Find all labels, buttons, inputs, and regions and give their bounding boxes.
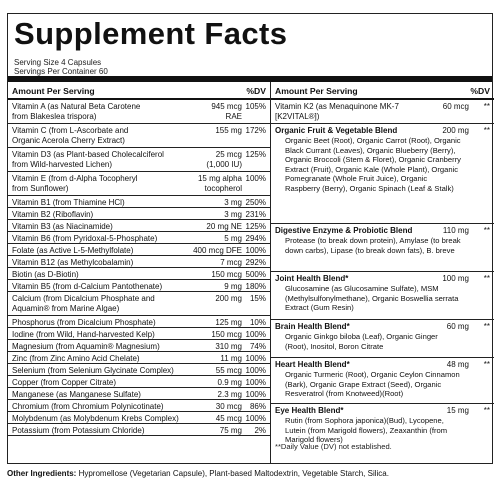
nutrient-amount — [215, 294, 242, 304]
blend-amount: 15 mg — [446, 406, 469, 415]
nutrient-name — [12, 210, 93, 220]
nutrient-source-line: from Sunflower) — [12, 184, 69, 193]
nutrient-daily-value: 100% — [245, 414, 266, 423]
nutrient-row — [8, 328, 270, 340]
nutrient-name — [12, 102, 140, 122]
nutrient-row — [8, 256, 270, 268]
amount-line: 30 mcg — [215, 402, 242, 411]
blend-ingredients: Organic Ginkgo biloba (Leaf), Organic Ginger (Root), Inositol, Boron Citrate — [285, 332, 438, 351]
nutrient-daily-value: 500% — [245, 270, 266, 279]
nutrient-name-line: Selenium (from Selenium Glycinate Complex) — [12, 366, 174, 375]
nutrient-daily-value: 100% — [245, 378, 266, 387]
nutrient-daily-value: 172% — [245, 126, 266, 135]
nutrient-name — [12, 426, 144, 436]
nutrient-name — [12, 330, 155, 340]
nutrient-amount — [215, 318, 242, 328]
right-column-header — [271, 82, 494, 100]
nutrient-name-line: Vitamin B5 (from d-Calcium Pantothenate) — [12, 282, 163, 291]
left-column-header — [8, 82, 270, 100]
nutrient-row — [8, 172, 270, 196]
nutrient-name — [12, 318, 156, 328]
nutrient-row — [8, 316, 270, 328]
nutrient-daily-value: 100% — [245, 354, 266, 363]
nutrient-daily-value: 231% — [245, 210, 266, 219]
amount-line: 945 mcg — [211, 102, 242, 111]
amount-unit-line: (1,000 IU) — [206, 160, 242, 169]
nutrient-name-line: Chromium (from Chromium Polynicotinate) — [12, 402, 164, 411]
nutrient-name — [12, 198, 125, 208]
nutrient-daily-value: 2% — [254, 426, 266, 435]
blend-row — [271, 320, 494, 358]
amount-line: 11 mg — [220, 354, 242, 363]
nutrient-name-line: Iodine (from Wild, Hand-harvested Kelp) — [12, 330, 155, 339]
blend-row — [271, 272, 494, 320]
nutrient-name-line: Magnesium (from Aquamin® Magnesium) — [12, 342, 160, 351]
nutrient-amount — [220, 258, 242, 268]
amount-line: 200 mg — [215, 294, 242, 303]
nutrient-row — [8, 424, 270, 436]
nutrient-source-line: from Blakeslea trispora) — [12, 112, 97, 121]
nutrient-name-line: Zinc (from Zinc Amino Acid Chelate) — [12, 354, 140, 363]
amount-line: 15 mg alpha — [197, 174, 242, 183]
nutrient-name — [12, 174, 138, 194]
nutrient-row — [8, 208, 270, 220]
nutrient-name-line: Vitamin D3 (as Plant-based Cholecalciferol — [12, 150, 164, 159]
nutrient-name-line: Potassium (from Potassium Chloride) — [12, 426, 145, 435]
daily-value-label: %DV — [470, 86, 490, 96]
nutrient-row — [8, 364, 270, 376]
blend-row — [271, 124, 494, 224]
nutrient-name-line: Vitamin E (from d-Alpha Tocopheryl — [12, 174, 138, 183]
blend-title: Vitamin K2 (as Menaquinone MK-7 [K2VITAL®]) — [275, 102, 399, 121]
blend-daily-value: ** — [483, 226, 490, 235]
nutrient-row — [8, 280, 270, 292]
nutrient-row — [8, 376, 270, 388]
blend-name — [275, 406, 448, 445]
nutrient-name-line: Molybdenum (as Molybdenum Krebs Complex) — [12, 414, 179, 423]
nutrient-name-line: Phosphorus (from Dicalcium Phosphate) — [12, 318, 156, 327]
nutrient-row — [8, 292, 270, 316]
amount-line: 310 mg — [215, 342, 242, 351]
nutrient-row — [8, 220, 270, 232]
nutrient-name — [12, 390, 141, 400]
nutrient-source-line: Aquamin® from Marine Algae) — [12, 304, 120, 313]
footnote: **Daily Value (DV) not established. — [275, 442, 392, 451]
blend-daily-value: ** — [483, 102, 490, 111]
nutrient-source-line: from Wild-harvested Lichen) — [12, 160, 113, 169]
blend-ingredients: Protease (to break down protein), Amylase (to break down carbs), Lipase (to break down fats), B. breve — [285, 236, 461, 255]
nutrient-amount — [216, 402, 242, 412]
nutrient-amount — [198, 174, 242, 194]
amount-line: 400 mcg DFE — [193, 246, 242, 255]
blend-amount: 60 mg — [446, 322, 469, 331]
nutrient-name — [12, 126, 128, 146]
nutrient-row — [8, 244, 270, 256]
nutrient-amount — [193, 246, 242, 256]
blend-daily-value: ** — [483, 322, 490, 331]
nutrient-daily-value: 100% — [245, 366, 266, 375]
nutrient-daily-value: 250% — [245, 198, 266, 207]
nutrient-name-line: Vitamin B6 (from Pyridoxal-5-Phosphate) — [12, 234, 158, 243]
blend-title: Digestive Enzyme & Probiotic Blend — [275, 226, 413, 235]
amount-line: 155 mg — [215, 126, 242, 135]
nutrient-name-line: Vitamin B12 (as Methylcobalamin) — [12, 258, 134, 267]
nutrient-amount — [224, 198, 242, 208]
amount-line: 0.9 mg — [217, 378, 242, 387]
nutrient-daily-value: 292% — [245, 258, 266, 267]
nutrient-amount — [211, 270, 242, 280]
nutrient-name — [12, 378, 116, 388]
amount-line: 45 mcg — [215, 414, 242, 423]
left-column — [8, 82, 270, 463]
nutrient-name — [12, 282, 162, 292]
nutrient-name-line: Vitamin A (as Natural Beta Carotene — [12, 102, 141, 111]
blend-amount: 48 mg — [446, 360, 469, 369]
nutrient-name — [12, 222, 113, 232]
blend-row — [271, 100, 494, 124]
nutrient-name-line: Manganese (as Manganese Sulfate) — [12, 390, 141, 399]
nutrient-row — [8, 100, 270, 124]
blend-ingredients: Rutin (from Sophora japonica)(Bud), Lycopene, Lutein (from Marigold flowers), Zeaxanthin (from Marigold flowers) — [285, 416, 448, 445]
amount-line: 3 mg — [224, 210, 242, 219]
nutrient-amount — [224, 210, 242, 220]
other-ingredients-list: Hypromellose (Vegetarian Capsule), Plant-based Maltodextrin, Vegetable Starch, Silica. — [78, 469, 389, 478]
amount-per-serving-label: Amount Per Serving — [275, 86, 358, 96]
amount-line: 150 mcg — [211, 330, 242, 339]
amount-line: 9 mg — [224, 282, 242, 291]
nutrient-name-line: Vitamin B3 (as Niacinamide) — [12, 222, 113, 231]
blend-amount: 60 mcg — [442, 102, 469, 111]
nutrient-amount — [224, 282, 242, 292]
blend-ingredients: Organic Beet (Root), Organic Carrot (Root), Organic Black Currant (Leaves), Organic Blueberry (Berry), Organic Broccoli (Stem & Floret), Organic Cranberry Extract (Fruit), Organic Kale (Whole Plant), Organic Pomegranate (Whole Fruit Juice), Organic Raspberry (Berry), Organic Spinach (Leaf & Stalk) — [285, 136, 461, 193]
nutrient-name-line: Vitamin B1 (from Thiamine HCl) — [12, 198, 125, 207]
nutrient-row — [8, 340, 270, 352]
blend-title: Organic Fruit & Vegetable Blend — [275, 126, 398, 135]
blend-title: Heart Health Blend* — [275, 360, 350, 369]
blend-title: Brain Health Blend* — [275, 322, 350, 331]
nutrient-name — [12, 342, 160, 352]
nutrient-daily-value: 294% — [245, 234, 266, 243]
nutrient-daily-value: 100% — [245, 330, 266, 339]
blend-daily-value: ** — [483, 126, 490, 135]
amount-line: 5 mg — [224, 234, 242, 243]
nutrient-daily-value: 86% — [249, 402, 266, 411]
blend-title: Eye Health Blend* — [275, 406, 344, 415]
amount-line: 25 mcg — [215, 150, 242, 159]
blend-daily-value: ** — [483, 406, 490, 415]
nutrient-amount — [215, 126, 242, 136]
blend-amount: 200 mg — [442, 126, 469, 135]
amount-unit-line: tocopherol — [204, 184, 242, 193]
nutrient-daily-value: 180% — [245, 282, 266, 291]
servings-per-container: Servings Per Container 60 — [14, 67, 108, 76]
blend-row — [271, 358, 494, 404]
daily-value-label: %DV — [246, 86, 266, 96]
nutrient-amount — [206, 222, 242, 232]
amount-line: 75 mg — [219, 426, 242, 435]
nutrient-row — [8, 148, 270, 172]
nutrient-amount — [220, 426, 242, 436]
nutrient-name — [12, 402, 164, 412]
amount-line: 55 mcg — [215, 366, 242, 375]
nutrient-name — [12, 294, 155, 314]
blend-name — [275, 102, 443, 122]
nutrient-name — [12, 414, 179, 424]
nutrient-daily-value: 10% — [249, 318, 266, 327]
amount-line: 3 mg — [224, 198, 242, 207]
nutrient-name-line: Biotin (as D-Biotin) — [12, 270, 79, 279]
nutrient-daily-value: 125% — [245, 222, 266, 231]
blend-amount: 100 mg — [442, 274, 469, 283]
nutrient-row — [8, 352, 270, 364]
nutrient-amount — [211, 102, 242, 122]
amount-line: 150 mcg — [211, 270, 242, 279]
amount-per-serving-label: Amount Per Serving — [12, 86, 95, 96]
right-column — [271, 82, 494, 463]
blend-amount: 110 mg — [442, 226, 469, 235]
nutrient-amount — [218, 378, 242, 388]
serving-size: Serving Size 4 Capsules — [14, 58, 102, 67]
nutrient-row — [8, 268, 270, 280]
nutrient-name — [12, 270, 79, 280]
nutrient-daily-value: 74% — [249, 342, 266, 351]
nutrient-name-line: Copper (from Copper Citrate) — [12, 378, 117, 387]
nutrient-name — [12, 354, 140, 364]
nutrient-amount — [216, 414, 242, 424]
nutrient-name-line: Vitamin C (from L-Ascorbate and — [12, 126, 129, 135]
nutrient-name — [12, 234, 157, 244]
nutrient-daily-value: 100% — [245, 390, 266, 399]
amount-unit-line: RAE — [225, 112, 242, 121]
nutrient-row — [8, 196, 270, 208]
blend-ingredients: Glucosamine (as Glucosamine Sulfate), MSM (Methylsulfonylmethane), Organic Boswellia serrata Extract (Gum Resin) — [285, 284, 459, 313]
nutrient-name-line: Calcium (from Dicalcium Phosphate and — [12, 294, 155, 303]
nutrient-name — [12, 246, 133, 256]
blend-name — [275, 322, 443, 351]
nutrient-daily-value: 105% — [245, 102, 266, 111]
nutrient-row — [8, 412, 270, 424]
nutrient-name-line: Folate (as Active L-5-Methylfolate) — [12, 246, 134, 255]
nutrient-daily-value: 100% — [245, 246, 266, 255]
nutrient-name — [12, 366, 174, 376]
nutrient-amount — [224, 234, 242, 244]
nutrient-source-line: Organic Acerola Cherry Extract) — [12, 136, 125, 145]
amount-line: 2.3 mg — [217, 390, 242, 399]
nutrient-row — [8, 124, 270, 148]
nutrient-daily-value: 15% — [249, 294, 266, 303]
other-ingredients — [7, 469, 389, 478]
nutrient-row — [8, 400, 270, 412]
nutrient-name — [12, 258, 133, 268]
nutrient-row — [8, 232, 270, 244]
nutrient-amount — [211, 330, 242, 340]
supplement-facts-panel — [7, 13, 493, 464]
nutrient-name — [12, 150, 164, 170]
amount-line: 7 mcg — [220, 258, 242, 267]
nutrient-name-line: Vitamin B2 (Riboflavin) — [12, 210, 94, 219]
blend-daily-value: ** — [483, 274, 490, 283]
nutrient-daily-value: 100% — [245, 174, 266, 183]
blend-ingredients: Organic Turmeric (Root), Organic Ceylon Cinnamon (Bark), Organic Grape Extract (Seed), Organic Resveratrol (from Knotweed)(Root) — [285, 370, 460, 399]
amount-line: 20 mg NE — [206, 222, 242, 231]
blend-daily-value: ** — [483, 360, 490, 369]
nutrient-row — [8, 388, 270, 400]
nutrient-daily-value: 125% — [245, 150, 266, 159]
nutrient-amount — [206, 150, 242, 170]
nutrient-amount — [215, 342, 242, 352]
blend-title: Joint Health Blend* — [275, 274, 349, 283]
nutrient-amount — [220, 354, 242, 364]
panel-title: Supplement Facts — [14, 16, 288, 51]
amount-line: 125 mg — [215, 318, 242, 327]
blend-row — [271, 224, 494, 272]
nutrient-amount — [218, 390, 242, 400]
nutrient-amount — [216, 366, 242, 376]
other-ingredients-label: Other Ingredients: — [7, 469, 77, 478]
